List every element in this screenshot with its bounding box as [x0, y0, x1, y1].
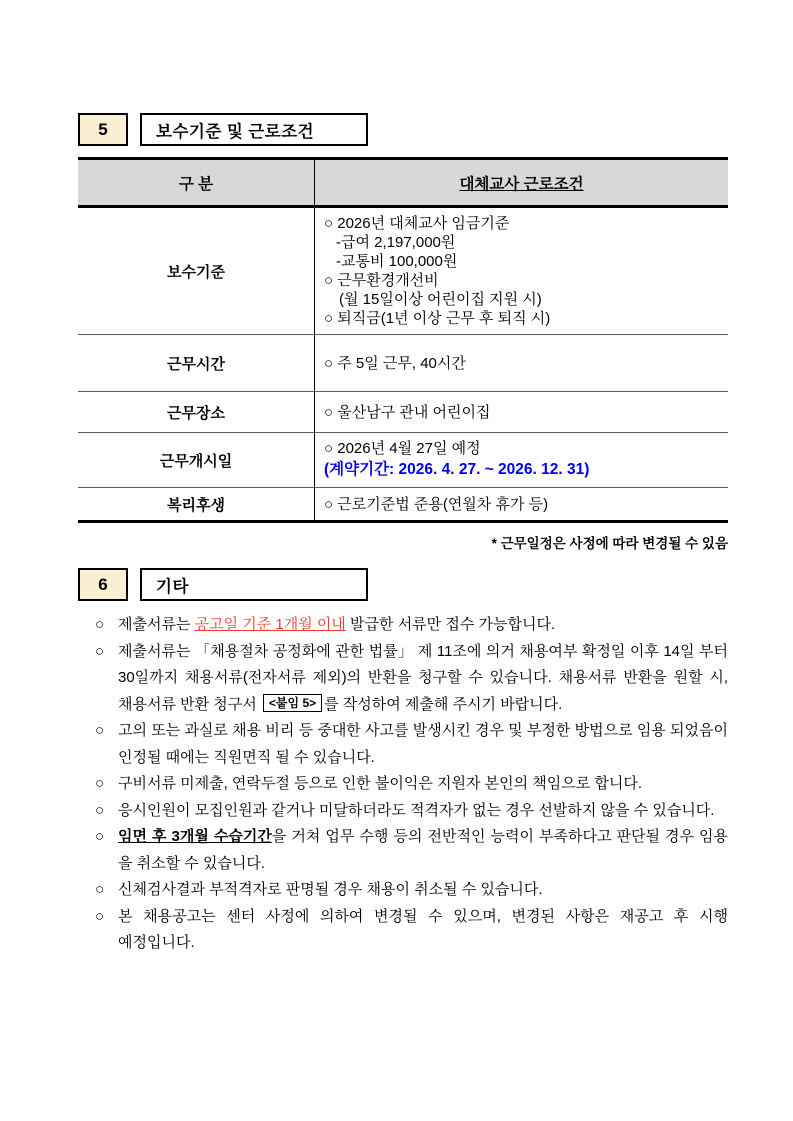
note-segment: 본 채용공고는 센터 사정에 의하여 변경될 수 있으며, 변경된 사항은 재공고 후 시행 예정입니다.	[118, 907, 728, 951]
conditions-table-head	[78, 159, 728, 207]
notes-list	[95, 612, 728, 957]
row-label: 근무시간	[78, 335, 315, 392]
bullet-circle-icon: ○	[95, 828, 105, 845]
note-segment-bold-underline: 임면 후 3개월 수습기간	[118, 828, 272, 845]
section6-number: 6	[98, 574, 108, 594]
note-item	[95, 877, 728, 904]
cell-line: ○ 울산남구 관내 어린이집	[324, 403, 491, 421]
working-conditions-table	[78, 157, 728, 523]
note-segment: 구비서류 미제출, 연락두절 등으로 인한 불이익은 지원자 본인의 책임으로 합니다.	[118, 775, 643, 792]
cell-line: -급여 2,197,000원	[336, 234, 456, 251]
cell-line: -교통비 100,000원	[336, 253, 458, 270]
conditions-table-body	[78, 207, 728, 522]
note-segment: 을 거쳐 업무 수행 등의 전반적인 능력이 부족하다고 판단될 경우 임용 을 취소할 수 있습니다.	[118, 828, 728, 872]
section5-header	[78, 113, 728, 146]
note-segment: 를 작성하여 제출해 주시기 바랍니다.	[324, 695, 563, 713]
note-segment: 발급한 서류만 접수 가능합니다.	[345, 616, 556, 633]
bullet-circle-icon: ○	[95, 801, 105, 819]
note-segment: 고의 또는 과실로 채용 비리 등 중대한 사고를 발생시킨 경우 및 부정한 방법으로 임용 되었음이 인정될 때에는 직원면직 될 수 있습니다.	[118, 722, 728, 766]
note-item	[95, 639, 728, 719]
note-item	[95, 904, 728, 957]
table-header-row	[78, 159, 728, 207]
column-header-conditions	[315, 159, 729, 207]
bullet-circle-icon: ○	[95, 881, 105, 898]
note-item	[95, 771, 728, 798]
row-label: 복리후생	[78, 488, 315, 522]
table-row	[78, 433, 728, 488]
section5-title: 보수기준 및 근로조건	[156, 122, 315, 141]
table-row	[78, 207, 728, 335]
bullet-circle-icon: ○	[95, 616, 105, 633]
row-label: 보수기준	[78, 207, 315, 335]
bullet-circle-icon: ○	[95, 722, 105, 739]
section6-title: 기타	[156, 577, 189, 596]
row-label: 근무개시일	[78, 433, 315, 488]
note-segment-red-underline: 공고일 기준 1개월 이내	[194, 616, 346, 633]
section5-number: 5	[98, 119, 108, 139]
row-value	[315, 488, 729, 522]
section6-number-box	[78, 568, 128, 601]
section5-number-box	[78, 113, 128, 146]
row-value	[315, 392, 729, 433]
note-item	[95, 718, 728, 771]
section5-title-box	[140, 113, 368, 146]
cell-line: ○ 2026년 4월 27일 예정	[324, 440, 481, 457]
cell-line: (계약기간: 2026. 4. 27. ~ 2026. 12. 31)	[324, 461, 590, 478]
note-item	[95, 798, 728, 825]
table-row	[78, 335, 728, 392]
table-row	[78, 392, 728, 433]
note-segment: 제출서류는 「채용절차 공정화에 관한 법률」 제 11조에 의거 채용여부 확정일 이후 14일 부터 30일까지 채용서류(전자서류 제외)의 반환을 청구할 수 있습니다. 채용서류 반환을 원할 시, 채용서류 반환 청구서	[118, 642, 728, 713]
cell-line: ○ 2026년 대체교사 임금기준	[324, 215, 510, 232]
cell-line: (월 15일이상 어린이집 지원 시)	[339, 291, 542, 308]
section6-title-box	[140, 568, 368, 601]
row-label: 근무장소	[78, 392, 315, 433]
bullet-circle-icon: ○	[95, 907, 105, 925]
bullet-circle-icon: ○	[95, 642, 105, 660]
section6-header	[78, 568, 728, 601]
schedule-change-footnote: * 근무일정은 사정에 따라 변경될 수 있음	[491, 536, 728, 551]
cell-line: ○ 근로기준법 준용(연월차 휴가 등)	[324, 495, 549, 513]
note-item	[95, 612, 728, 639]
bullet-circle-icon: ○	[95, 775, 105, 792]
table-row	[78, 488, 728, 522]
cell-line: ○ 퇴직금(1년 이상 근무 후 퇴직 시)	[324, 310, 551, 327]
column-header-category: 구 분	[78, 159, 315, 207]
note-segment: 신체검사결과 부적격자로 판명될 경우 채용이 취소될 수 있습니다.	[118, 881, 543, 898]
cell-line: ○ 근무환경개선비	[324, 272, 439, 289]
column-header-conditions-text: 대체교사 근로조건	[459, 175, 584, 193]
note-segment: 응시인원이 모집인원과 같거나 미달하더라도 적격자가 없는 경우 선발하지 않을 수 있습니다.	[118, 801, 715, 819]
cell-line: ○ 주 5일 근무, 40시간	[324, 354, 466, 372]
row-value	[315, 207, 729, 335]
note-segment-attachment-box: <붙임 5>	[263, 694, 322, 712]
note-item	[95, 824, 728, 877]
row-value	[315, 433, 729, 488]
row-value	[315, 335, 729, 392]
note-segment: 제출서류는	[118, 616, 195, 633]
